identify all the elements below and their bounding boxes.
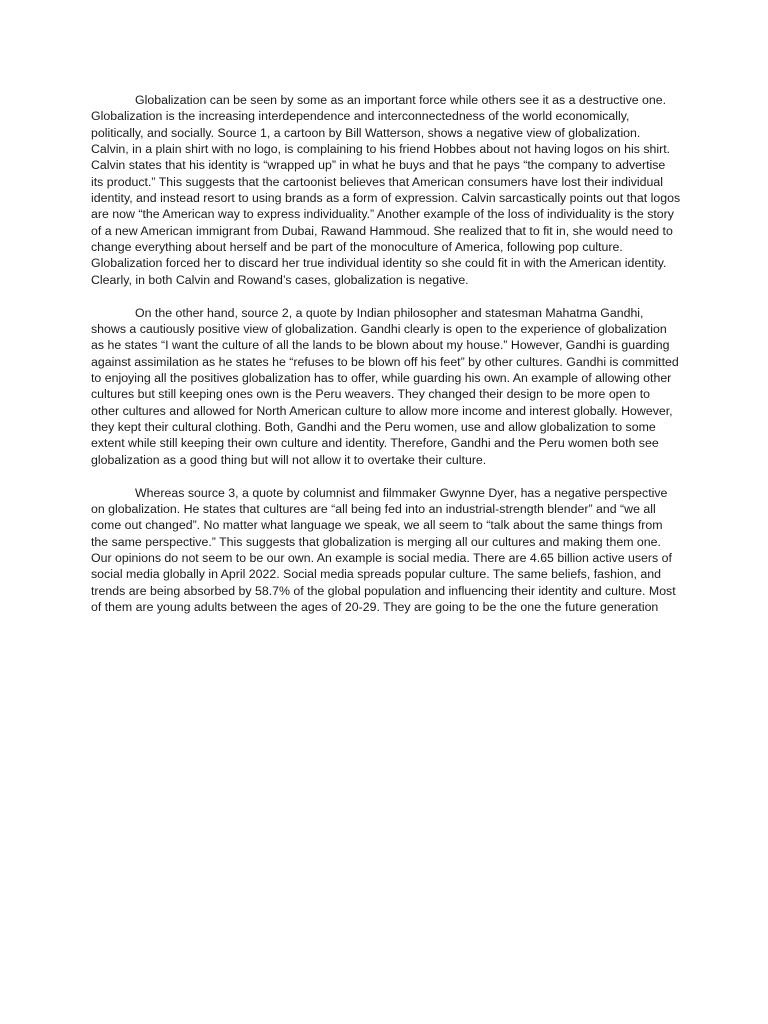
paragraph-1: Globalization can be seen by some as an important force while others see it as a destructive one. Globalization is the increasing interdependence and interconnectedness of the world economically, politically, and socially. Source 1, a cartoon by Bill Watterson, shows a negative view of globalization. Calvin, in a plain shirt with no logo, is complaining to his friend Hobbes about not having logos on his shirt. Calvin states that his identity is “wrapped up” in what he buys and that he pays “the company to advertise its product.” This suggests that the cartoonist believes that American consumers have lost their individual identity, and instead resort to using brands as a form of expression. Calvin sarcastically points out that logos are now “the American way to express individuality.” Another example of the loss of individuality is the story of a new American immigrant from Dubai, Rawand Hammoud. She realized that to fit in, she would need to change everything about herself and be part of the monoculture of America, following pop culture. Globalization forced her to discard her true individual identity so she could fit in with the American identity. Clearly, in both Calvin and Rowand’s cases, globalization is negative. — [91, 93, 681, 287]
paragraph-3: Whereas source 3, a quote by columnist and filmmaker Gwynne Dyer, has a negative perspective on globalization. He states that cultures are “all being fed into an industrial-strength blender” and “we all come out changed”. No matter what language we speak, we all seem to “talk about the same things from the same perspective.” This suggests that globalization is merging all our cultures and making them one. Our opinions do not seem to be our own. An example is social media. There are 4.65 billion active users of social media globally in April 2022. Social media spreads popular culture. The same beliefs, fashion, and trends are being absorbed by 58.7% of the global population and influencing their identity and culture. Most of them are young adults between the ages of 20-29. They are going to be the one the future generation — [91, 485, 676, 614]
document-body — [91, 92, 681, 632]
paragraph-2: On the other hand, source 2, a quote by Indian philosopher and statesman Mahatma Gandhi, shows a cautiously positive view of globalization. Gandhi clearly is open to the experience of globalization as he states “I want the culture of all the lands to be blown about my house.” However, Gandhi is guarding against assimilation as he states he “refuses to be blown off his feet” by other cultures. Gandhi is committed to enjoying all the positives globalization has to offer, while guarding his own. An example of allowing other cultures but still keeping ones own is the Peru weavers. They changed their design to be more open to other cultures and allowed for North American culture to allow more income and interest globally. However, they kept their cultural clothing. Both, Gandhi and the Peru women, use and allow globalization to some extent while still keeping their own culture and identity. Therefore, Gandhi and the Peru women both see globalization as a good thing but will not allow it to overtake their culture. — [91, 305, 679, 467]
